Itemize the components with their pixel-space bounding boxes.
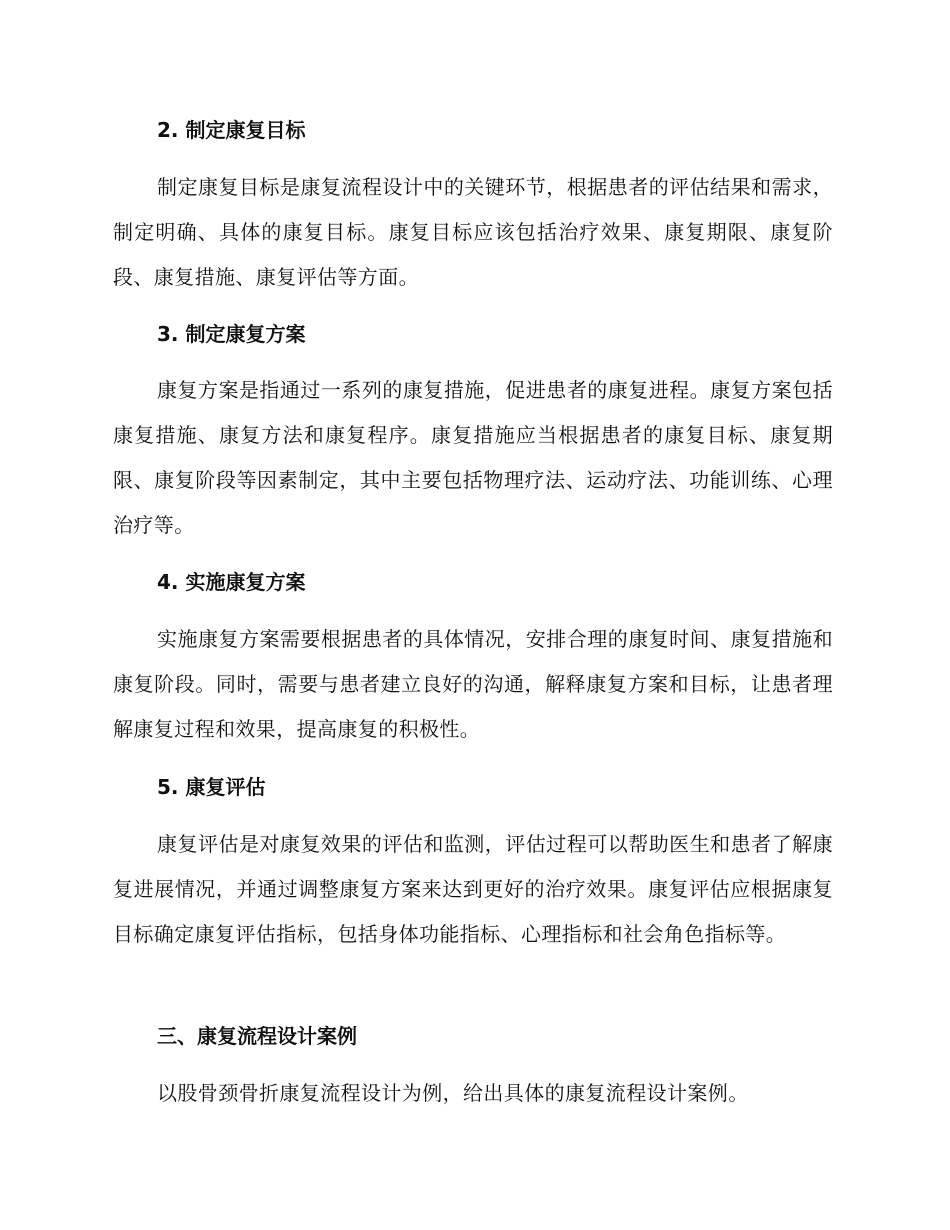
section-paragraph-make-plan: 康复方案是指通过一系列的康复措施，促进患者的康复进程。康复方案包括康复措施、康复方法和康复程序。康复措施应当根据患者的康复目标、康复期限、康复阶段等因素制定，其中主要包括物理疗法、运动疗法、功能训练、心理治疗等。: [113, 378, 833, 537]
section-paragraph-set-goals: 制定康复目标是康复流程设计中的关键环节，根据患者的评估结果和需求，制定明确、具体的康复目标。康复目标应该包括治疗效果、康复期限、康复阶段、康复措施、康复评估等方面。: [113, 175, 833, 289]
section-heading-implement-plan: 4. 实施康复方案: [157, 570, 306, 594]
section-paragraph-case-study: 以股骨颈骨折康复流程设计为例，给出具体的康复流程设计案例。: [157, 1081, 749, 1105]
section-paragraph-assessment: 康复评估是对康复效果的评估和监测，评估过程可以帮助医生和患者了解康复进展情况，并通过调整康复方案来达到更好的治疗效果。康复评估应根据康复目标确定康复评估指标，包括身体功能指标、心理指标和社会角色指标等。: [113, 832, 833, 946]
section-paragraph-implement-plan: 实施康复方案需要根据患者的具体情况，安排合理的康复时间、康复措施和康复阶段。同时，需要与患者建立良好的沟通，解释康复方案和目标，让患者理解康复过程和效果，提高康复的积极性。: [113, 627, 833, 741]
section-heading-case-study: 三、康复流程设计案例: [157, 1024, 357, 1048]
section-heading-make-plan: 3. 制定康复方案: [157, 322, 306, 346]
section-heading-assessment: 5. 康复评估: [157, 775, 266, 799]
section-heading-set-goals: 2. 制定康复目标: [157, 118, 306, 142]
